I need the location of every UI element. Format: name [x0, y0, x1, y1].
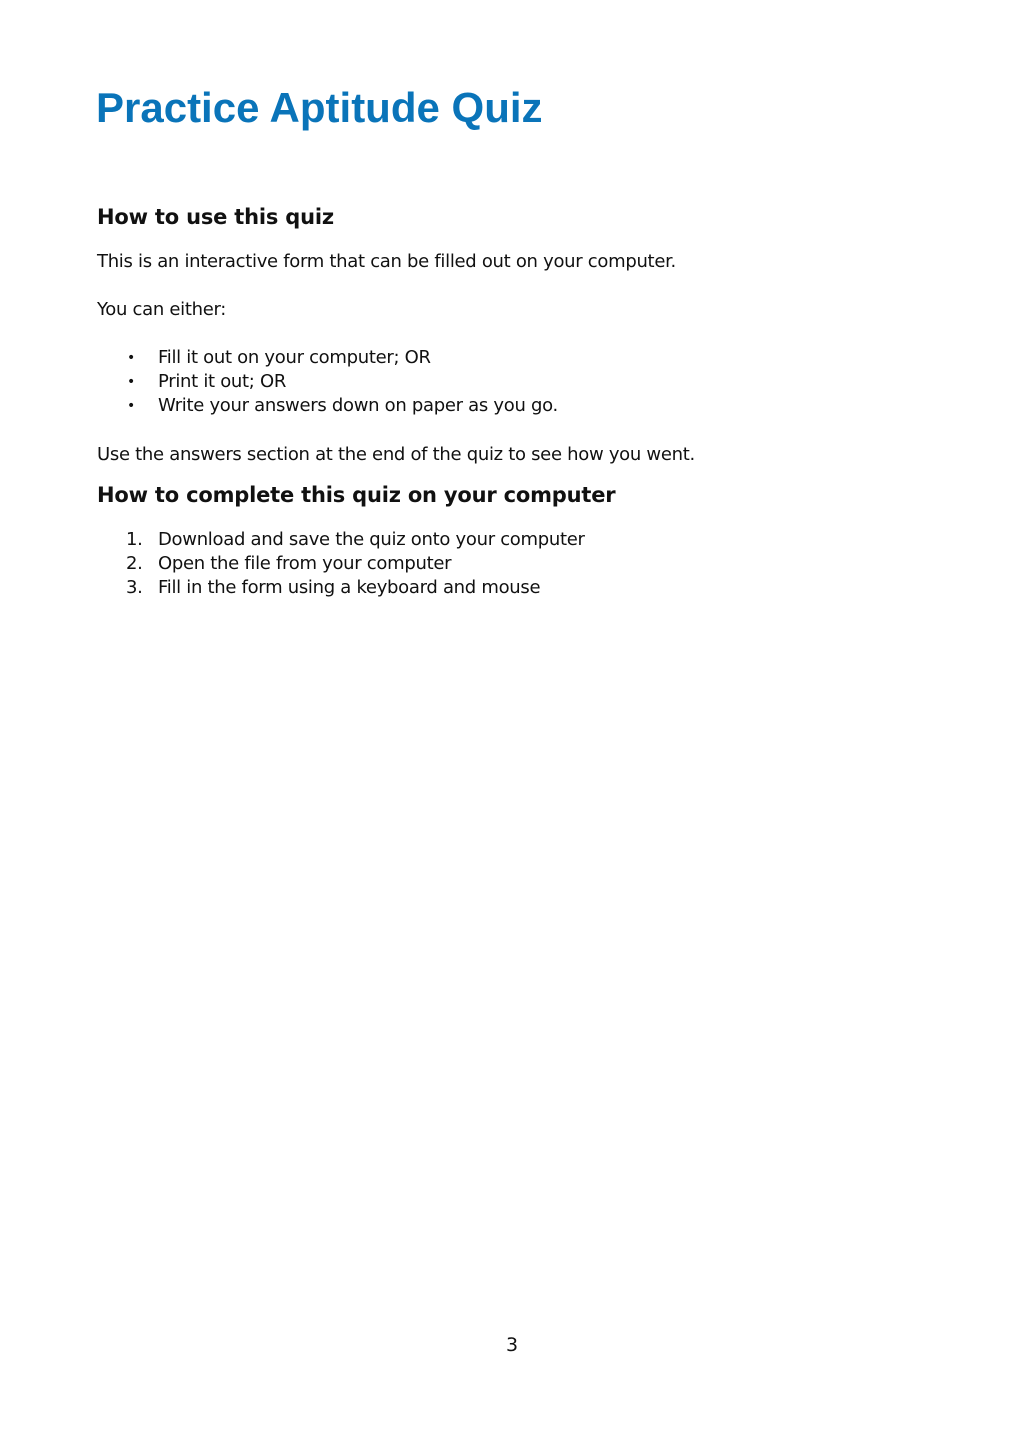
options-lead-paragraph: You can either:	[97, 299, 227, 320]
answers-note-paragraph: Use the answers section at the end of the quiz to see how you went.	[97, 444, 695, 465]
list-item	[0, 394, 760, 418]
bullet-icon: •	[127, 374, 135, 390]
step-number: 2.	[126, 553, 143, 574]
bullet-icon: •	[127, 398, 135, 414]
list-item-text: Write your answers down on paper as you go.	[158, 395, 558, 416]
list-item-text: Print it out; OR	[158, 371, 287, 392]
intro-paragraph: This is an interactive form that can be filled out on your computer.	[97, 251, 676, 272]
list-item-text: Fill it out on your computer; OR	[158, 347, 431, 368]
options-bullet-list	[0, 346, 760, 418]
steps-numbered-list	[0, 528, 760, 600]
list-item	[0, 576, 760, 600]
page-title: Practice Aptitude Quiz	[96, 84, 543, 131]
step-number: 1.	[126, 529, 143, 550]
list-item-text: Download and save the quiz onto your computer	[158, 529, 585, 550]
bullet-icon: •	[127, 350, 135, 366]
list-item	[0, 370, 760, 394]
section-heading-how-to-use: How to use this quiz	[97, 205, 334, 229]
section-heading-how-to-complete: How to complete this quiz on your computer	[97, 483, 616, 507]
list-item	[0, 552, 760, 576]
list-item	[0, 528, 760, 552]
list-item-text: Fill in the form using a keyboard and mouse	[158, 577, 541, 598]
page-number: 3	[505, 1334, 519, 1356]
step-number: 3.	[126, 577, 143, 598]
list-item-text: Open the file from your computer	[158, 553, 452, 574]
list-item	[0, 346, 760, 370]
